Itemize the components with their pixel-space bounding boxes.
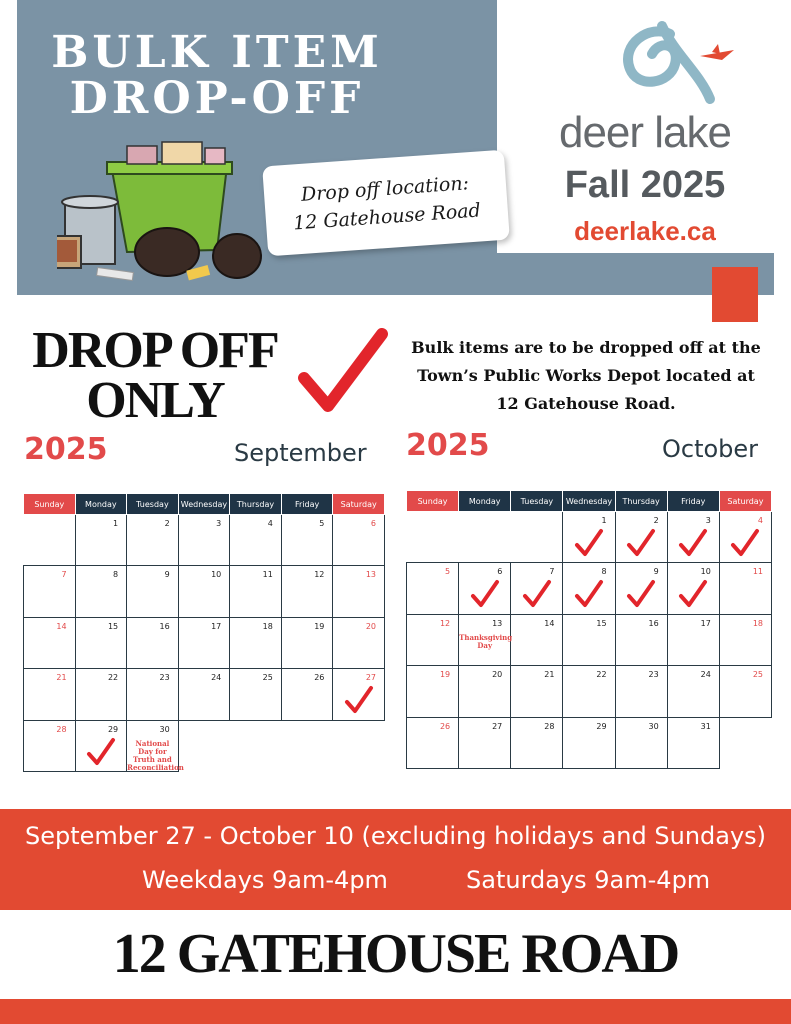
day-number: 19 — [439, 670, 451, 680]
day-cell — [24, 617, 76, 668]
day-cell — [719, 512, 771, 563]
weekday-header: Monday — [75, 494, 127, 515]
day-cell — [407, 717, 459, 768]
calendar-week-row — [24, 720, 385, 771]
day-number: 14 — [544, 618, 555, 628]
empty-day-cell — [459, 512, 511, 563]
day-cell — [615, 666, 667, 717]
day-cell — [230, 566, 282, 617]
day-cell — [407, 666, 459, 717]
day-cell — [281, 617, 333, 668]
day-number: 13 — [365, 570, 376, 580]
day-cell — [127, 515, 179, 566]
day-checkmark-icon — [678, 579, 708, 609]
banner-line-2: ONLY — [86, 372, 224, 429]
holiday-note: National Day for Truth and Reconciliation — [127, 738, 184, 772]
day-number: 16 — [648, 618, 659, 628]
location-label: Drop off location: — [300, 172, 470, 206]
day-cell — [24, 720, 76, 771]
day-number: 21 — [544, 670, 555, 680]
day-checkmark-icon — [626, 579, 656, 609]
weekday-header: Friday — [667, 491, 719, 512]
day-cell — [667, 717, 719, 768]
september-month: September — [234, 439, 367, 467]
website-link[interactable]: deerlake.ca — [574, 216, 716, 246]
empty-day-cell — [281, 720, 333, 771]
weekday-header: Sunday — [24, 494, 76, 515]
day-cell — [75, 515, 127, 566]
day-cell — [24, 669, 76, 720]
day-checkmark-icon — [344, 685, 374, 715]
day-cell — [667, 614, 719, 665]
day-checkmark-icon — [626, 528, 656, 558]
day-number: 30 — [648, 721, 659, 731]
location-address: 12 Gatehouse Road — [292, 199, 482, 235]
weekday-header: Tuesday — [511, 491, 563, 512]
day-number: 23 — [159, 673, 170, 683]
empty-day-cell — [407, 512, 459, 563]
day-number: 28 — [544, 721, 555, 731]
october-calendar — [406, 490, 772, 769]
day-number: 25 — [752, 670, 763, 680]
day-cell — [281, 515, 333, 566]
day-number: 1 — [601, 516, 607, 525]
weekday-header: Saturday — [719, 491, 771, 512]
day-cell — [615, 563, 667, 614]
day-number: 22 — [107, 673, 119, 683]
day-cell — [563, 512, 615, 563]
day-number: 15 — [107, 621, 119, 631]
day-number: 22 — [596, 670, 607, 680]
weekday-header: Sunday — [407, 491, 459, 512]
banner-line-1: DROP OFF — [32, 322, 278, 379]
day-number: 15 — [596, 618, 607, 628]
empty-day-cell — [719, 717, 771, 768]
day-checkmark-icon — [86, 737, 116, 767]
day-cell — [230, 515, 282, 566]
day-number: 7 — [549, 567, 555, 577]
day-number: 24 — [700, 670, 711, 680]
day-number: 11 — [262, 570, 273, 580]
holiday-note: Thanksgiving Day — [459, 632, 513, 650]
notice-line-1: Bulk items are to be dropped off at the — [411, 338, 761, 357]
day-cell — [719, 563, 771, 614]
day-number: 2 — [164, 519, 170, 528]
day-number: 31 — [700, 721, 711, 731]
day-number: 20 — [492, 670, 503, 680]
day-cell — [511, 614, 563, 665]
day-cell — [178, 566, 230, 617]
day-cell — [407, 563, 459, 614]
weekday-header: Friday — [281, 494, 333, 515]
day-cell — [333, 669, 385, 720]
day-checkmark-icon — [678, 528, 708, 558]
day-number: 13 — [492, 618, 503, 628]
day-cell — [563, 666, 615, 717]
day-cell — [178, 515, 230, 566]
day-checkmark-icon — [574, 579, 604, 609]
day-cell — [459, 717, 511, 768]
day-cell — [75, 566, 127, 617]
day-cell — [511, 563, 563, 614]
day-number: 6 — [497, 567, 503, 577]
day-number: 29 — [596, 721, 607, 731]
footer-bar — [0, 999, 791, 1024]
day-cell — [667, 563, 719, 614]
calendar-week-row — [407, 666, 772, 717]
calendar-week-row — [24, 617, 385, 668]
day-number: 4 — [757, 516, 763, 525]
day-number: 27 — [365, 673, 376, 683]
empty-day-cell — [178, 720, 230, 771]
calendar-week-row — [407, 512, 772, 563]
day-number: 30 — [159, 724, 170, 734]
day-cell — [719, 614, 771, 665]
day-number: 26 — [314, 673, 325, 683]
day-checkmark-icon — [522, 579, 552, 609]
calendar-week-row — [24, 515, 385, 566]
day-cell — [615, 614, 667, 665]
notice-line-3: 12 Gatehouse Road. — [496, 394, 676, 413]
day-number: 25 — [262, 673, 273, 683]
day-cell — [333, 617, 385, 668]
day-cell — [24, 566, 76, 617]
day-cell — [563, 563, 615, 614]
day-number: 4 — [267, 519, 273, 528]
weekday-header: Tuesday — [127, 494, 179, 515]
day-cell — [719, 666, 771, 717]
day-cell — [75, 720, 127, 771]
october-year: 2025 — [406, 428, 490, 463]
day-number: 10 — [700, 567, 711, 577]
day-checkmark-icon — [574, 528, 604, 558]
weekday-header-row — [407, 491, 772, 512]
deer-lake-logo-icon — [600, 14, 740, 114]
day-number: 5 — [445, 567, 451, 577]
calendar-week-row — [407, 717, 772, 768]
empty-day-cell — [230, 720, 282, 771]
day-cell — [75, 617, 127, 668]
day-cell — [281, 566, 333, 617]
title-line-2: DROP-OFF — [69, 73, 365, 124]
weekday-hours: Weekdays 9am-4pm — [142, 866, 388, 894]
day-number: 18 — [752, 618, 763, 628]
day-number: 17 — [211, 621, 222, 631]
day-number: 19 — [314, 621, 325, 631]
day-cell — [615, 512, 667, 563]
september-year: 2025 — [24, 432, 108, 467]
day-cell — [667, 512, 719, 563]
day-number: 10 — [211, 570, 222, 580]
weekday-header: Thursday — [230, 494, 282, 515]
season-label: Fall 2025 — [564, 164, 726, 206]
day-number: 18 — [262, 621, 273, 631]
drop-off-notice — [400, 334, 772, 418]
day-cell — [511, 717, 563, 768]
weekday-header: Monday — [459, 491, 511, 512]
calendar-week-row — [24, 566, 385, 617]
day-cell — [178, 617, 230, 668]
day-number: 5 — [319, 519, 325, 528]
header-panel — [17, 0, 497, 295]
day-number: 16 — [159, 621, 170, 631]
day-cell — [563, 717, 615, 768]
day-cell — [563, 614, 615, 665]
day-cell — [615, 717, 667, 768]
day-cell — [407, 614, 459, 665]
day-cell — [667, 666, 719, 717]
day-checkmark-icon — [730, 528, 760, 558]
day-number: 28 — [56, 724, 67, 734]
address-heading: 12 GATEHOUSE ROAD — [112, 923, 679, 985]
weekday-header: Saturday — [333, 494, 385, 515]
day-number: 26 — [439, 721, 451, 731]
weekday-header-row — [24, 494, 385, 515]
notice-line-2: Town’s Public Works Depot located at — [417, 366, 755, 385]
day-cell — [459, 666, 511, 717]
day-cell — [230, 617, 282, 668]
day-number: 8 — [113, 570, 119, 580]
flyer-title — [17, 27, 417, 124]
saturday-hours: Saturdays 9am-4pm — [466, 866, 711, 894]
day-number: 11 — [752, 567, 763, 577]
day-cell — [459, 563, 511, 614]
day-cell — [127, 566, 179, 617]
day-number: 7 — [61, 570, 67, 580]
day-number: 24 — [211, 673, 222, 683]
day-number: 1 — [113, 519, 119, 528]
weekday-header: Thursday — [615, 491, 667, 512]
day-cell — [459, 614, 511, 665]
day-number: 20 — [365, 621, 376, 631]
title-line-1: BULK ITEM — [51, 27, 383, 78]
weekday-header: Wednesday — [178, 494, 230, 515]
schedule-dates: September 27 - October 10 (excluding holidays and Sundays) — [24, 822, 767, 850]
day-cell — [178, 669, 230, 720]
day-cell — [75, 669, 127, 720]
day-number: 9 — [653, 567, 659, 577]
day-number: 3 — [705, 516, 711, 525]
day-cell — [511, 666, 563, 717]
checkmark-icon — [298, 328, 388, 418]
day-cell — [333, 515, 385, 566]
day-number: 17 — [700, 618, 711, 628]
calendar-week-row — [407, 614, 772, 665]
day-number: 8 — [601, 567, 607, 577]
day-number: 23 — [648, 670, 659, 680]
empty-day-cell — [24, 515, 76, 566]
calendar-week-row — [407, 563, 772, 614]
empty-day-cell — [333, 720, 385, 771]
october-month: October — [662, 435, 759, 463]
day-number: 9 — [164, 570, 170, 580]
day-number: 3 — [216, 519, 222, 528]
drop-off-location-card — [262, 150, 510, 257]
day-number: 27 — [492, 721, 503, 731]
day-cell — [127, 669, 179, 720]
day-cell — [127, 617, 179, 668]
day-number: 2 — [653, 516, 659, 525]
day-cell — [127, 720, 184, 772]
empty-day-cell — [511, 512, 563, 563]
september-calendar — [23, 493, 385, 772]
brand-name: deer lake — [558, 108, 731, 157]
day-number: 12 — [314, 570, 325, 580]
day-number: 14 — [56, 621, 67, 631]
day-cell — [333, 566, 385, 617]
bulk-items-illustration — [57, 140, 267, 290]
day-number: 29 — [107, 724, 119, 734]
day-cell — [281, 669, 333, 720]
weekday-header: Wednesday — [563, 491, 615, 512]
day-cell — [230, 669, 282, 720]
drop-off-only-banner — [20, 322, 290, 429]
day-checkmark-icon — [470, 579, 500, 609]
day-number: 21 — [56, 673, 67, 683]
day-number: 12 — [439, 618, 451, 628]
day-number: 6 — [370, 519, 376, 528]
accent-square — [712, 267, 758, 322]
calendar-week-row — [24, 669, 385, 720]
